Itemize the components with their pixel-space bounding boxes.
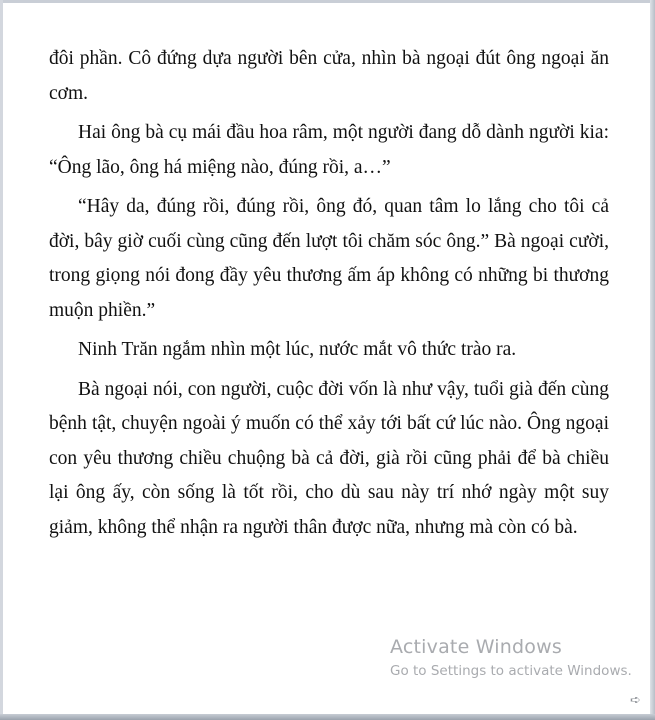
activate-windows-watermark xyxy=(390,633,632,681)
paragraph: “Hây da, đúng rồi, đúng rồi, ông đó, quan tâm lo lắng cho tôi cả đời, bây giờ cuối cùng cũng đến lượt tôi chăm sóc ông.” Bà ngoại cười, trong giọng nói đong đầy yêu thương ấm áp không có những bi thương muộn phiền.” xyxy=(49,196,609,321)
window-border-right xyxy=(650,0,655,720)
paragraph: Bà ngoại nói, con người, cuộc đời vốn là như vậy, tuổi già đến cùng bệnh tật, chuyện ngoài ý muốn có thể xảy tới bất cứ lúc nào. Ông ngoại con yêu thương chiều chuộng bà cả đời, già rồi cũng phải để bà chiều lại ông ấy, còn sống là tốt rồi, cho dù sau này trí nhớ ngày một suy giảm, không thể nhận ra người thân được nữa, nhưng mà còn có bà. xyxy=(49,378,609,538)
paragraph: đôi phần. Cô đứng dựa người bên cửa, nhìn bà ngoại đút ông ngoại ăn cơm. xyxy=(49,48,609,104)
window-border-bottom xyxy=(0,714,655,720)
document-page xyxy=(49,42,609,545)
window-border-left xyxy=(0,0,3,720)
watermark-subtitle: Go to Settings to activate Windows. xyxy=(390,663,632,679)
arrow-icon[interactable]: ➪ xyxy=(630,693,641,708)
paragraph: Hai ông bà cụ mái đầu hoa râm, một người đang dỗ dành người kia: “Ông lão, ông há miệng nào, đúng rồi, a…” xyxy=(49,122,609,178)
watermark-title: Activate Windows xyxy=(390,636,562,658)
paragraph: Ninh Trăn ngắm nhìn một lúc, nước mắt vô thức trào ra. xyxy=(78,339,517,360)
window-border-top xyxy=(0,0,655,3)
